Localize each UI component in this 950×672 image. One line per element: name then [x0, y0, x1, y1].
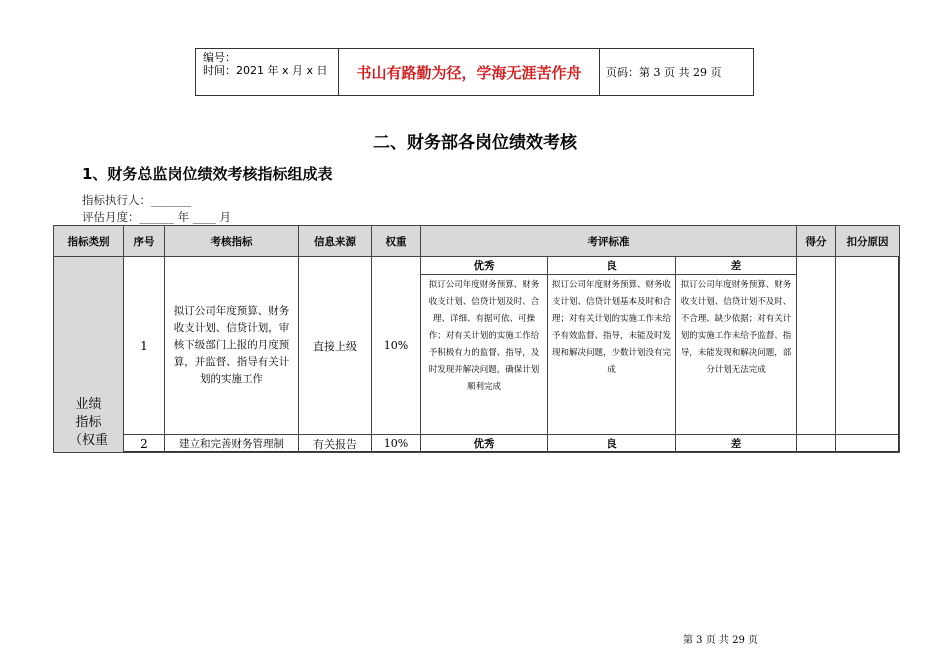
period-label: 评估月度：______ 年 ____ 月 — [82, 210, 231, 224]
document-header — [195, 48, 754, 96]
row1-poor-label: 差 — [675, 256, 797, 275]
row1-source: 直接上级 — [298, 256, 372, 435]
row1-deduction[interactable] — [835, 256, 900, 435]
header-weight: 权重 — [371, 225, 421, 257]
row1-poor-text: 拟订公司年度财务预算、财务收支计划、信贷计划不及时、不合理、缺少依据；对有关计划的实施工作未给予监督、指导，未能发现和解决问题，部分计划无法完成 — [675, 274, 797, 435]
header-meta — [196, 49, 339, 95]
header-category: 指标类别 — [53, 225, 124, 257]
row2-score[interactable] — [796, 434, 836, 453]
header-indicator: 考核指标 — [164, 225, 299, 257]
row1-seq: 1 — [123, 256, 165, 435]
header-seq: 序号 — [123, 225, 165, 257]
row2-poor-label: 差 — [675, 434, 797, 453]
time-label: 时间：2021 年 x 月 x 日 — [203, 64, 328, 77]
category-cell: 业绩 指标 （权重 — [53, 256, 124, 453]
page-footer: 第 3 页 共 29 页 — [683, 635, 758, 646]
row2-good-label: 良 — [547, 434, 676, 453]
row1-excellent-label: 优秀 — [420, 256, 548, 275]
header-deduction: 扣分原因 — [835, 225, 900, 257]
executor-label: 指标执行人：_______ — [82, 193, 192, 207]
row1-weight: 10% — [371, 256, 421, 435]
row1-indicator: 拟订公司年度预算、财务收支计划、信贷计划，审核下级部门上报的月度预算，并监督、指导有关计划的实施工作 — [164, 256, 299, 435]
header-criteria: 考评标准 — [420, 225, 797, 257]
row1-good-text: 拟订公司年度财务预算、财务收支计划、信贷计划基本及时和合理；对有关计划的实施工作未给予有效监督、指导，未能及时发现和解决问题，少数计划没有完成 — [547, 274, 676, 435]
row2-indicator: 建立和完善财务管理制 — [164, 434, 299, 453]
row2-weight: 10% — [371, 434, 421, 453]
number-label: 编号： — [203, 51, 236, 64]
row2-seq: 2 — [123, 434, 165, 453]
header-page-label: 页码：第 3 页 共 29 页 — [606, 66, 722, 79]
header-score: 得分 — [796, 225, 836, 257]
section-title: 二、财务部各岗位绩效考核 — [373, 133, 577, 153]
header-slogan: 书山有路勤为径，学海无涯苦作舟 — [339, 49, 600, 95]
row2-source: 有关报告 — [298, 434, 372, 453]
table-title: 1、财务总监岗位绩效考核指标组成表 — [82, 165, 333, 183]
row1-score[interactable] — [796, 256, 836, 435]
row1-excellent-text: 拟订公司年度财务预算、财务收支计划、信贷计划及时、合理、详细、有据可依、可操作；对有关计划的实施工作给予积极有力的监督、指导，及时发现并解决问题，确保计划顺利完成 — [420, 274, 548, 435]
header-source: 信息来源 — [298, 225, 372, 257]
row1-good-label: 良 — [547, 256, 676, 275]
row2-deduction[interactable] — [835, 434, 900, 453]
row2-excellent-label: 优秀 — [420, 434, 548, 453]
